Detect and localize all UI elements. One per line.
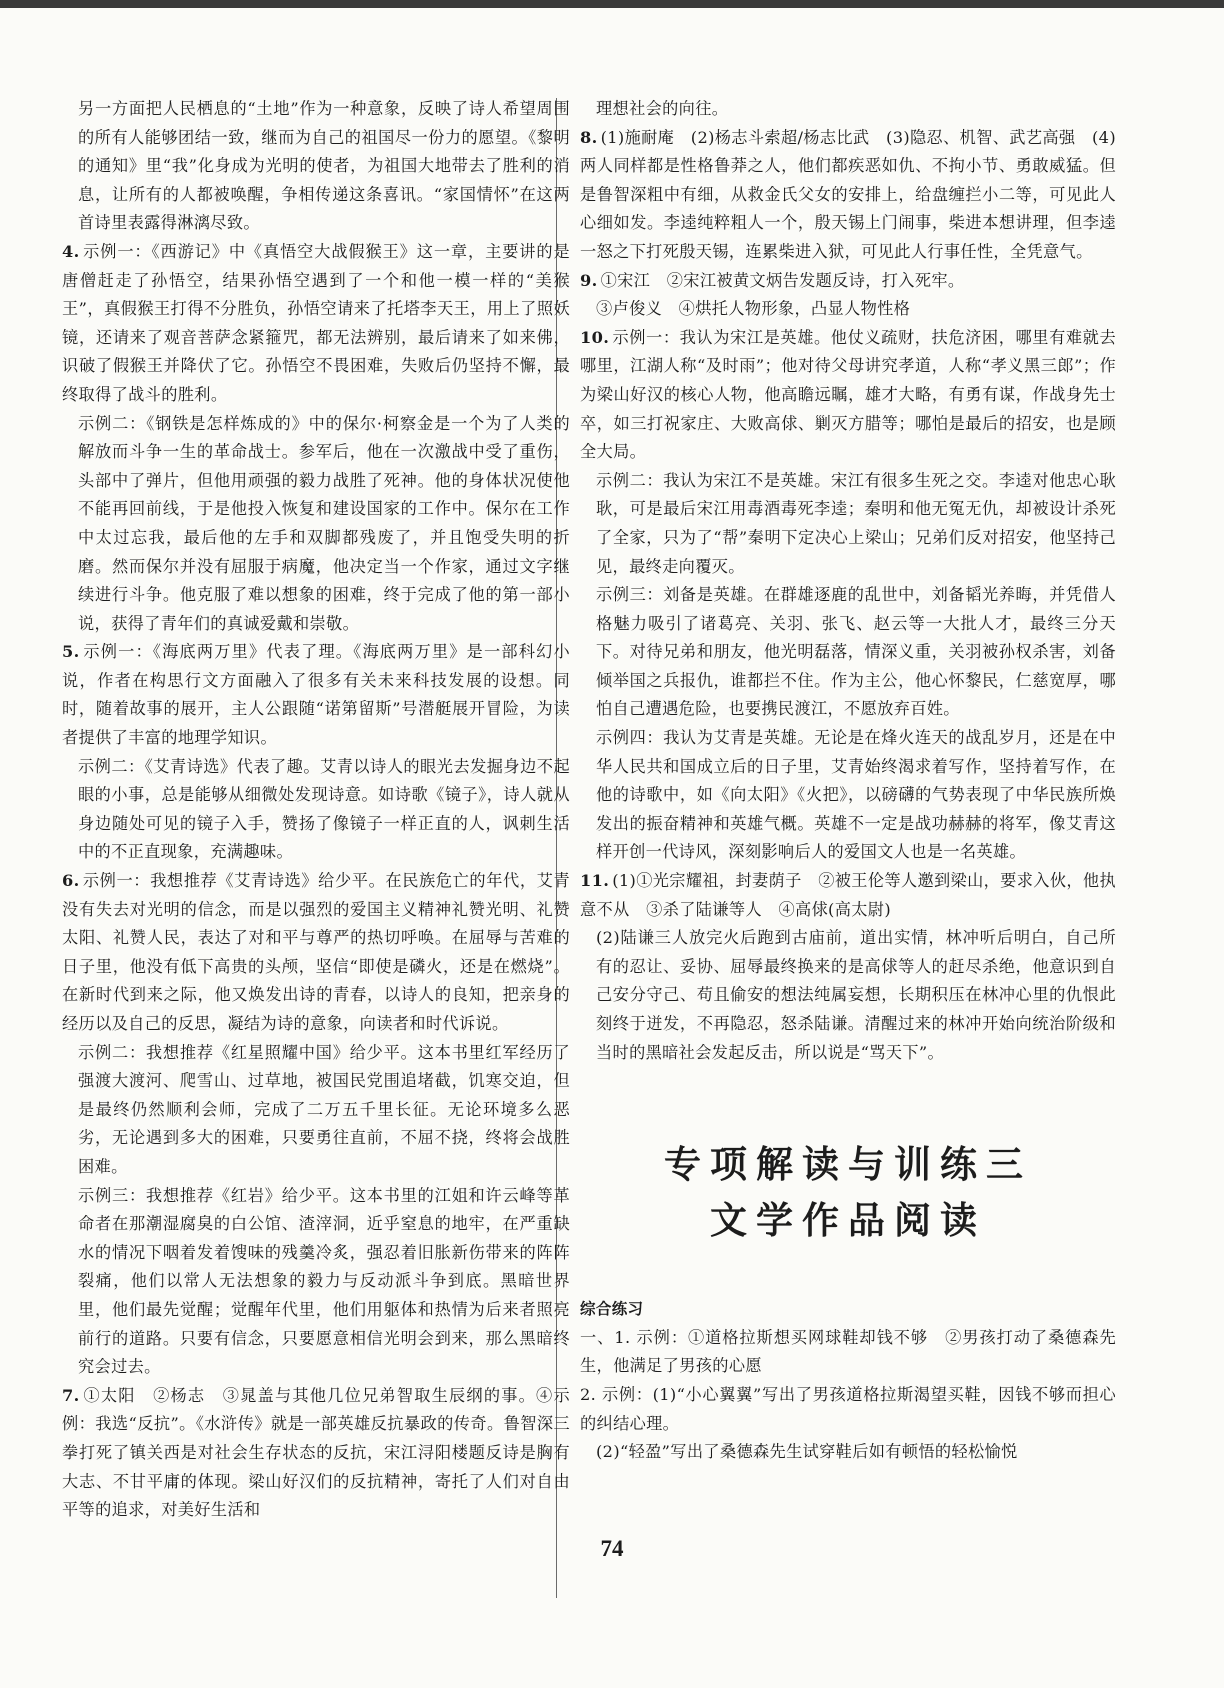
example-text: 示例二：《钢铁是怎样炼成的》中的保尔·柯察金是一个为了人类的解放而斗争一生的革命战士。参军后，他在一次激战中受了重伤，头部中了弹片，但他用顽强的毅力战胜了死神。他的身体状况使他不能再回前线，于是他投入恢复和建设国家的工作中。保尔在工作中太过忘我，最后他的左手和双脚都残废了，并且饱受失明的折磨。然而保尔并没有屈服于病魔，他决定当一个作家，通过文字继续进行斗争。他克服了难以想象的困难，终于完成了他的第一部小说，获得了青年们的真诚爱戴和崇敬。 — [78, 413, 570, 633]
paragraph: 另一方面把人民栖息的“土地”作为一种意象，反映了诗人希望周围的所有人能够团结一致，继而为自己的祖国尽一份力的愿望。《黎明的通知》里“我”化身成为光明的使者，为祖国大地带去了胜利的消息，让所有的人都被唤醒，争相传递这条喜讯。“家国情怀”在这两首诗里表露得淋漓尽致。 — [78, 99, 570, 233]
page-number: 74 — [600, 1536, 624, 1561]
left-column — [62, 95, 570, 1560]
item-number: 6. — [62, 871, 80, 891]
item-number: 5. — [62, 642, 80, 662]
section-title-line-1: 专项解读与训练三 — [664, 1143, 1032, 1187]
example-text: 示例一：《西游记》中《真悟空大战假猴王》这一章，主要讲的是唐僧赶走了孙悟空，结果孙悟空遇到了一个和他一模一样的“美猴王”，真假猴王打得不分胜负，孙悟空请来了托塔李天王，用上了照妖镜，还请来了观音菩萨念紧箍咒，都无法辨别，最后请来了如来佛，识破了假猴王并降伏了它。孙悟空不畏困难，失败后仍坚持不懈，最终取得了战斗的胜利。 — [62, 241, 570, 404]
exercise-answer: 2. 示例：(1)“小心翼翼”写出了男孩道格拉斯渴望买鞋，因钱不够而担心的纠结心理。 — [580, 1384, 1116, 1433]
answer-text: ①太阳 ②杨志 ③晁盖与其他几位兄弟智取生辰纲的事。④示例：我选“反抗”。《水浒传》就是一部英雄反抗暴政的传奇。鲁智深三拳打死了镇关西是对社会生存状态的反抗，宋江浔阳楼题反诗是胸有大志、不甘平庸的体现。梁山好汉们的反抗精神，寄托了人们对自由平等的追求，对美好生活和 — [62, 1385, 570, 1520]
item-number: 8. — [580, 127, 598, 147]
item-number: 11. — [580, 871, 610, 891]
item-number: 7. — [62, 1385, 80, 1405]
example-text: 示例四：我认为艾青是英雄。无论是在烽火连天的战乱岁月，还是在中华人民共和国成立后的日子里，艾青始终渴求着写作，坚持着写作，在他的诗歌中，如《向太阳》《火把》，以磅礴的气势表现了中华民族所焕发出的振奋精神和英雄气概。英雄不一定是战功赫赫的将军，像艾青这样开创一代诗风，深刻影响后人的爱国文人也是一名英雄。 — [596, 728, 1116, 862]
section-title — [580, 1137, 1116, 1249]
right-column — [580, 95, 1116, 1575]
answer-item-6 — [62, 867, 570, 1382]
answer-item-9 — [580, 267, 1116, 324]
example-text: 示例三：刘备是英雄。在群雄逐鹿的乱世中，刘备韬光养晦，并凭借人格魅力吸引了诸葛亮、关羽、张飞、赵云等一大批人才，最终三分天下。对待兄弟和朋友，他光明磊落，情深义重，关羽被孙权杀害，刘备倾举国之兵报仇，谁都拦不住。作为主公，他心怀黎民，仁慈宽厚，哪怕自己遭遇危险，也要携民渡江，不愿放弃百姓。 — [596, 585, 1116, 719]
answer-text: ③卢俊义 ④烘托人物形象，凸显人物性格 — [596, 299, 911, 319]
example-text: 示例二：我想推荐《红星照耀中国》给少平。这本书里红军经历了强渡大渡河、爬雪山、过草地，被国民党围追堵截，饥寒交迫，但是最终仍然顺利会师，完成了二万五千里长征。无论环境多么恶劣，无论遇到多大的困难，只要勇往直前，不屈不挠，终将会战胜困难。 — [78, 1042, 570, 1176]
item-number: 9. — [580, 270, 598, 290]
example-text: 示例一：《海底两万里》代表了理。《海底两万里》是一部科幻小说，作者在构思行文方面融入了很多有关未来科技发展的设想。同时，随着故事的展开，主人公跟随“诺第留斯”号潜艇展开冒险，为读者提供了丰富的地理学知识。 — [62, 642, 570, 748]
item-number: 10. — [580, 327, 610, 347]
example-text: 示例三：我想推荐《红岩》给少平。这本书里的江姐和许云峰等革命者在那潮湿腐臭的白公馆、渣滓洞，近乎窒息的地牢，在严重缺水的情况下咽着发着馊味的残羹冷炙，强忍着旧胀新伤带来的阵阵裂痛，他们以常人无法想象的毅力与反动派斗争到底。黑暗世界里，他们最先觉醒；觉醒年代里，他们用躯体和热情为后来者照亮前行的道路。只要有信念，只要愿意相信光明会到来，那么黑暗终究会过去。 — [78, 1185, 570, 1377]
item-number: 4. — [62, 241, 80, 261]
answer-item-10 — [580, 324, 1116, 867]
answer-text: (2)陆谦三人放完火后跑到古庙前，道出实情，林冲听后明白，自己所有的忍让、妥协、屈辱最终换来的是高俅等人的赶尽杀绝，他意识到自己安分守己、苟且偷安的想法纯属妄想，长期积压在林冲心里的仇恨此刻终于迸发，不再隐忍，怒杀陆谦。清醒过来的林冲开始向统治阶级和当时的黑暗社会发起反击，所以说是“骂天下”。 — [596, 928, 1116, 1062]
example-text: 示例二：我认为宋江不是英雄。宋江有很多生死之交。李逵对他忠心耿耿，可是最后宋江用毒酒毒死李逵；秦明和他无冤无仇，却被设计杀死了全家，只为了“帮”秦明下定决心上梁山；兄弟们反对招安，他坚持己见，最终走向覆灭。 — [596, 470, 1116, 576]
section-title-line-2: 文学作品阅读 — [710, 1199, 986, 1243]
example-text: 示例一：我认为宋江是英雄。他仗义疏财，扶危济困，哪里有难就去哪里，江湖人称“及时雨”；他对待父母讲究孝道，人称“孝义黑三郎”；作为梁山好汉的核心人物，他高瞻远瞩，雄才大略，有勇有谋，作战身先士卒，如三打祝家庄、大败高俅、剿灭方腊等；哪怕是最后的招安，也是顾全大局。 — [580, 327, 1116, 462]
answer-item-4 — [62, 238, 570, 638]
subsection-heading: 综合练习 — [580, 1300, 644, 1319]
answer-item-7 — [62, 1382, 570, 1525]
answer-item-11 — [580, 867, 1116, 1067]
answer-text: ①宋江 ②宋江被黄文炳告发题反诗，打入死牢。 — [600, 270, 965, 290]
example-text: 示例一：我想推荐《艾青诗选》给少平。在民族危亡的年代，艾青没有失去对光明的信念，而是以强烈的爱国主义精神礼赞光明、礼赞太阳、礼赞人民，表达了对和平与尊严的热切呼唤。在屈辱与苦难的日子里，他没有低下高贵的头颅，坚信“即使是磷火，还是在燃烧”。在新时代到来之际，他又焕发出诗的青春，以诗人的良知，把亲身的经历以及自己的反思，凝结为诗的意象，向读者和时代诉说。 — [62, 871, 570, 1033]
exercise-answer: 一、1. 示例：①道格拉斯想买网球鞋却钱不够 ②男孩打动了桑德森先生，他满足了男孩的心愿 — [580, 1327, 1116, 1376]
answer-item-5 — [62, 638, 570, 867]
answer-item-8 — [580, 124, 1116, 267]
answer-text: (1)①光宗耀祖，封妻荫子 ②被王伦等人邀到梁山，要求入伙，他执意不从 ③杀了陆谦等人 ④高俅(高太尉) — [580, 871, 1116, 919]
paragraph: 理想社会的向往。 — [596, 99, 729, 118]
exercise-answer: (2)“轻盈”写出了桑德森先生试穿鞋后如有顿悟的轻松愉悦 — [596, 1442, 1018, 1462]
example-text: 示例二：《艾青诗选》代表了趣。艾青以诗人的眼光去发掘身边不起眼的小事，总是能够从细微处发现诗意。如诗歌《镜子》，诗人就从身边随处可见的镜子入手，赞扬了像镜子一样正直的人，讽刺生活中的不正直现象，充满趣味。 — [78, 756, 570, 862]
answer-text: (1)施耐庵 (2)杨志斗索超/杨志比武 (3)隐忍、机智、武艺高强 (4)两人同样都是性格鲁莽之人，他们都疾恶如仇、不拘小节、勇敢威猛。但是鲁智深粗中有细，从救金氏父女的安排上，给盘缠拦小二等，可见此人心细如发。李逵纯粹粗人一个，殷天锡上门闹事，柴进本想讲理，但李逵一怒之下打死殷天锡，连累柴进入狱，可见此人行事任性，全凭意气。 — [580, 127, 1116, 261]
